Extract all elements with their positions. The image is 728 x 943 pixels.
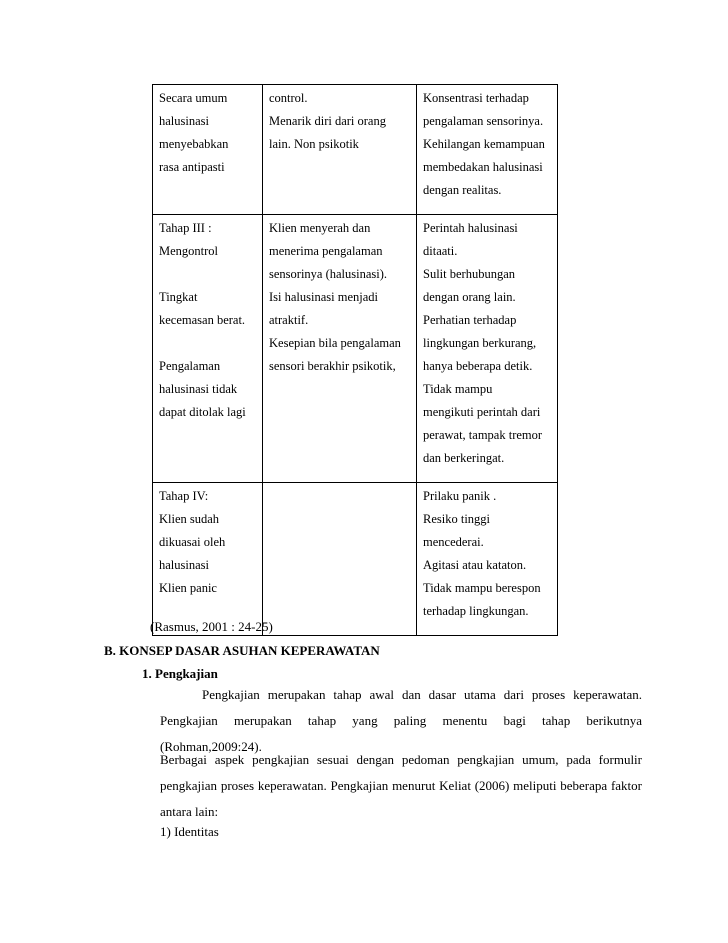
cell-line: Resiko tinggi <box>423 512 491 526</box>
cell-line: Sulit berhubungan <box>423 267 516 281</box>
table-cell <box>153 215 263 483</box>
table-cell <box>263 483 417 636</box>
cell-line: menerima pengalaman <box>269 244 383 258</box>
table-cell <box>263 215 417 483</box>
cell-line: sensorinya (halusinasi). <box>269 267 388 281</box>
cell-line: Prilaku panik . <box>423 489 497 503</box>
cell-line: dengan realitas. <box>423 183 502 197</box>
cell-line: membedakan halusinasi <box>423 160 543 174</box>
cell-line: dan berkeringat. <box>423 451 505 465</box>
cell-line: Agitasi atau kataton. <box>423 558 527 572</box>
cell-line: lain. Non psikotik <box>269 137 359 151</box>
cell-line: perawat, tampak tremor <box>423 428 543 442</box>
cell-line: pengalaman sensorinya. <box>423 114 544 128</box>
table-cell <box>417 215 558 483</box>
cell-line: Menarik diri dari orang <box>269 114 386 128</box>
cell-line: control. <box>269 91 308 105</box>
cell-line: dapat ditolak lagi <box>159 405 246 419</box>
cell-line: Tahap IV: <box>159 489 209 503</box>
cell-line: sensori berakhir psikotik, <box>269 359 396 373</box>
table-cell <box>417 85 558 215</box>
cell-line: atraktif. <box>269 313 309 327</box>
table-cell <box>263 85 417 215</box>
cell-line: Klien menyerah dan <box>269 221 371 235</box>
cell-line: mencederai. <box>423 535 484 549</box>
cell-line: ditaati. <box>423 244 458 258</box>
cell-line: rasa antipasti <box>159 160 225 174</box>
cell-line: dikuasai oleh <box>159 535 226 549</box>
section-heading-b: B. KONSEP DASAR ASUHAN KEPERAWATAN <box>104 643 380 658</box>
cell-line: terhadap lingkungan. <box>423 604 529 618</box>
cell-line: mengikuti perintah dari <box>423 405 541 419</box>
cell-line: Kesepian bila pengalaman <box>269 336 401 350</box>
cell-line: halusinasi <box>159 558 209 572</box>
subsection-heading-pengkajian: 1. Pengkajian <box>142 666 218 681</box>
table-row <box>153 483 558 636</box>
cell-line: Klien sudah <box>159 512 220 526</box>
cell-line: Tahap III : <box>159 221 212 235</box>
citation: (Rasmus, 2001 : 24-25) <box>150 619 273 634</box>
cell-line: Perintah halusinasi <box>423 221 518 235</box>
cell-line: Isi halusinasi menjadi <box>269 290 379 304</box>
cell-line: hanya beberapa detik. <box>423 359 533 373</box>
cell-line: Klien panic <box>159 581 217 595</box>
table-cell <box>153 85 263 215</box>
table-cell <box>153 483 263 636</box>
cell-line: halusinasi <box>159 114 209 128</box>
table-body <box>153 85 558 636</box>
paragraph-pengkajian-aspects: Berbagai aspek pengkajian sesuai dengan pedoman pengkajian umum, pada formulir pengkajian proses keperawatan. Pengkajian menurut Keliat (2006) meliputi beberapa faktor antara lain: <box>160 752 642 819</box>
cell-line: halusinasi tidak <box>159 382 238 396</box>
cell-line: Perhatian terhadap <box>423 313 517 327</box>
cell-line: Konsentrasi terhadap <box>423 91 529 105</box>
cell-line: menyebabkan <box>159 137 229 151</box>
list-item-identitas: 1) Identitas <box>160 824 219 839</box>
cell-line: kecemasan berat. <box>159 313 246 327</box>
cell-line: Tidak mampu <box>423 382 493 396</box>
table-row <box>153 85 558 215</box>
cell-line: Mengontrol <box>159 244 219 258</box>
table-cell <box>417 483 558 636</box>
hallucination-stages-table <box>152 84 558 636</box>
cell-line: Tidak mampu berespon <box>423 581 541 595</box>
cell-line: Pengalaman <box>159 359 221 373</box>
cell-line: Kehilangan kemampuan <box>423 137 545 151</box>
cell-blank-line <box>159 263 258 286</box>
cell-line: lingkungan berkurang, <box>423 336 537 350</box>
cell-blank-line <box>159 332 258 355</box>
cell-line: Secara umum <box>159 91 228 105</box>
paragraph-pengkajian-definition: Pengkajian merupakan tahap awal dan dasar utama dari proses keperawatan. Pengkajian merupakan tahap yang paling menentu bagi tahap berikutnya (Rohman,2009:24). <box>160 687 642 754</box>
cell-line: Tingkat <box>159 290 198 304</box>
cell-line: dengan orang lain. <box>423 290 516 304</box>
table-row <box>153 215 558 483</box>
